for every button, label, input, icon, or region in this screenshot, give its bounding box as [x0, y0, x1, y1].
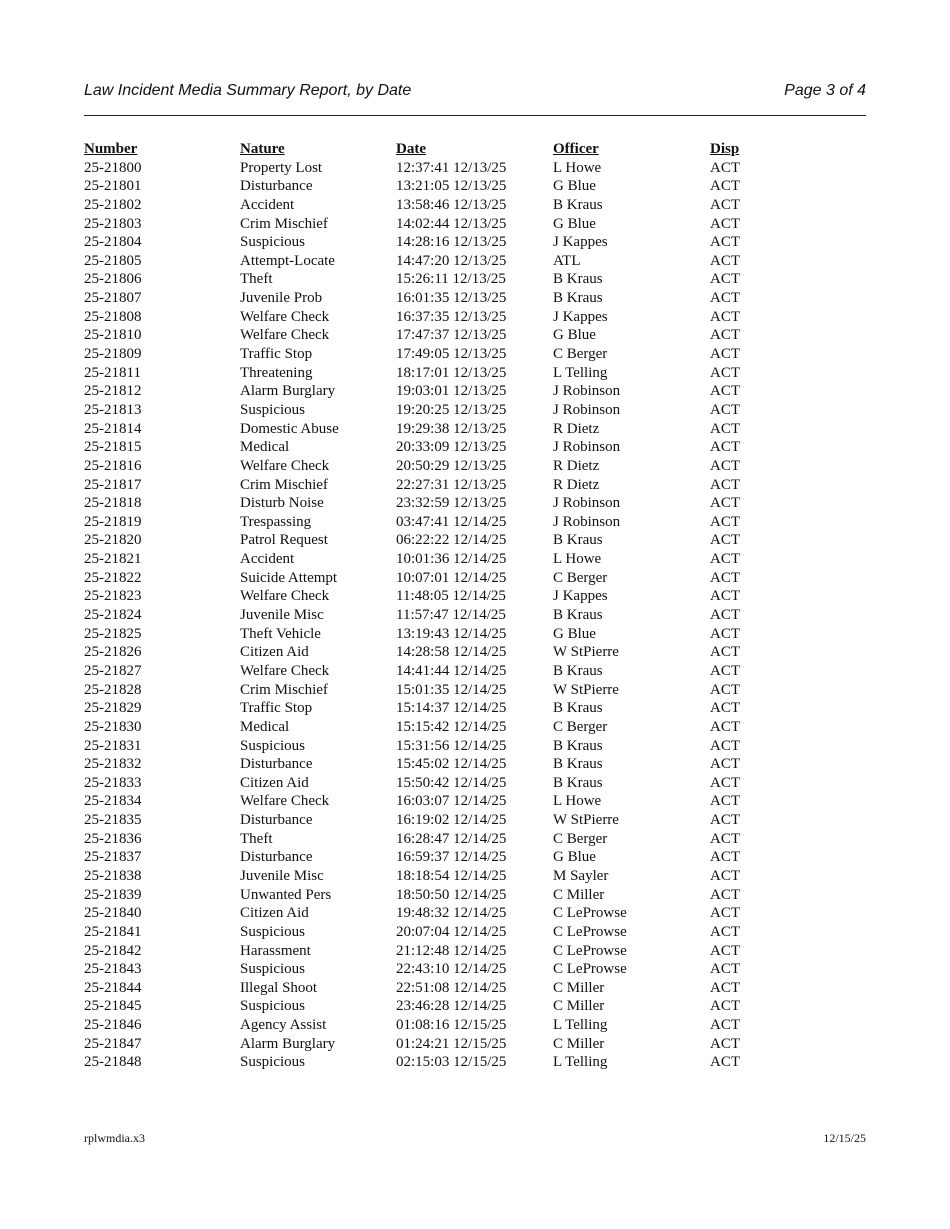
cell-disp: ACT [710, 812, 740, 829]
cell-date: 01:08:16 12/15/25 [396, 1017, 507, 1034]
cell-number: 25-21811 [84, 364, 141, 381]
cell-number: 25-21819 [84, 513, 142, 530]
cell-number: 25-21839 [84, 886, 142, 903]
cell-disp: ACT [710, 849, 740, 866]
cell-date: 15:15:42 12/14/25 [396, 718, 507, 735]
cell-disp: ACT [710, 774, 740, 791]
cell-officer: G Blue [553, 327, 596, 344]
cell-nature: Alarm Burglary [240, 1035, 336, 1052]
cell-date: 14:28:58 12/14/25 [396, 644, 507, 661]
cell-number: 25-21827 [84, 662, 142, 679]
cell-disp: ACT [710, 923, 740, 940]
header-divider [84, 115, 866, 116]
cell-date: 23:46:28 12/14/25 [396, 998, 507, 1015]
cell-officer: C Miller [553, 998, 605, 1015]
cell-officer: L Telling [553, 1017, 608, 1034]
cell-officer: C LeProwse [553, 961, 627, 978]
cell-officer: J Robinson [553, 513, 621, 530]
cell-officer: J Robinson [553, 383, 621, 400]
cell-disp: ACT [710, 662, 740, 679]
cell-date: 15:31:56 12/14/25 [396, 737, 507, 754]
cell-disp: ACT [710, 569, 740, 586]
cell-date: 19:03:01 12/13/25 [396, 383, 507, 400]
cell-number: 25-21822 [84, 569, 142, 586]
cell-number: 25-21818 [84, 495, 142, 512]
cell-nature: Welfare Check [240, 327, 330, 344]
cell-nature: Alarm Burglary [240, 383, 336, 400]
cell-nature: Disturbance [240, 756, 313, 773]
cell-date: 20:07:04 12/14/25 [396, 923, 507, 940]
cell-number: 25-21804 [84, 234, 142, 251]
cell-date: 14:41:44 12/14/25 [396, 662, 507, 679]
cell-disp: ACT [710, 756, 740, 773]
cell-number: 25-21816 [84, 457, 142, 474]
cell-disp: ACT [710, 290, 740, 307]
cell-date: 17:47:37 12/13/25 [396, 327, 507, 344]
cell-disp: ACT [710, 215, 740, 232]
cell-disp: ACT [710, 867, 740, 884]
cell-date: 18:50:50 12/14/25 [396, 886, 507, 903]
cell-nature: Disturb Noise [240, 495, 324, 512]
cell-number: 25-21846 [84, 1017, 142, 1034]
cell-nature: Unwanted Pers [240, 886, 332, 903]
cell-number: 25-21812 [84, 383, 142, 400]
cell-disp: ACT [710, 159, 740, 176]
cell-officer: B Kraus [553, 532, 603, 549]
cell-officer: J Robinson [553, 439, 621, 456]
cell-officer: R Dietz [553, 420, 600, 437]
cell-disp: ACT [710, 942, 740, 959]
cell-date: 18:17:01 12/13/25 [396, 364, 507, 381]
cell-date: 20:33:09 12/13/25 [396, 439, 507, 456]
cell-number: 25-21817 [84, 476, 142, 493]
cell-nature: Suspicious [240, 923, 306, 940]
cell-officer: C Berger [553, 718, 608, 735]
cell-number: 25-21807 [84, 290, 142, 307]
cell-officer: C Berger [553, 346, 608, 363]
cell-nature: Domestic Abuse [240, 420, 339, 437]
cell-date: 11:48:05 12/14/25 [396, 588, 506, 605]
cell-number: 25-21826 [84, 644, 142, 661]
cell-nature: Medical [240, 439, 290, 456]
column-header-nature: Nature [240, 141, 285, 157]
cell-date: 16:59:37 12/14/25 [396, 849, 507, 866]
cell-nature: Traffic Stop [240, 346, 313, 363]
cell-officer: ATL [553, 252, 581, 269]
cell-nature: Theft Vehicle [240, 625, 321, 642]
cell-number: 25-21815 [84, 439, 142, 456]
cell-date: 16:28:47 12/14/25 [396, 830, 507, 847]
cell-officer: B Kraus [553, 756, 603, 773]
cell-number: 25-21832 [84, 756, 142, 773]
cell-number: 25-21837 [84, 849, 142, 866]
cell-officer: C Berger [553, 830, 608, 847]
cell-disp: ACT [710, 830, 740, 847]
cell-number: 25-21847 [84, 1035, 142, 1052]
cell-officer: J Robinson [553, 401, 621, 418]
cell-nature: Threatening [240, 364, 313, 381]
cell-number: 25-21805 [84, 252, 142, 269]
footer-date: 12/15/25 [823, 1131, 866, 1145]
cell-disp: ACT [710, 327, 740, 344]
cell-date: 12:37:41 12/13/25 [396, 159, 507, 176]
cell-disp: ACT [710, 551, 740, 568]
cell-nature: Disturbance [240, 178, 313, 195]
cell-officer: J Kappes [553, 588, 608, 605]
cell-officer: L Howe [553, 551, 602, 568]
cell-number: 25-21801 [84, 178, 142, 195]
cell-disp: ACT [710, 364, 740, 381]
cell-number: 25-21828 [84, 681, 142, 698]
cell-nature: Suicide Attempt [240, 569, 338, 586]
cell-nature: Crim Mischief [240, 215, 328, 232]
cell-date: 06:22:22 12/14/25 [396, 532, 507, 549]
cell-nature: Welfare Check [240, 308, 330, 325]
cell-officer: L Howe [553, 159, 602, 176]
cell-date: 20:50:29 12/13/25 [396, 457, 507, 474]
cell-officer: W StPierre [553, 681, 619, 698]
cell-officer: C Miller [553, 886, 605, 903]
cell-nature: Suspicious [240, 234, 306, 251]
cell-number: 25-21836 [84, 830, 142, 847]
cell-disp: ACT [710, 196, 740, 213]
cell-nature: Welfare Check [240, 588, 330, 605]
cell-nature: Theft [240, 830, 273, 847]
cell-disp: ACT [710, 401, 740, 418]
cell-date: 19:48:32 12/14/25 [396, 905, 507, 922]
cell-officer: L Howe [553, 793, 602, 810]
cell-nature: Welfare Check [240, 457, 330, 474]
cell-officer: G Blue [553, 178, 596, 195]
cell-number: 25-21806 [84, 271, 142, 288]
cell-disp: ACT [710, 979, 740, 996]
cell-disp: ACT [710, 532, 740, 549]
cell-number: 25-21842 [84, 942, 142, 959]
cell-number: 25-21840 [84, 905, 142, 922]
cell-date: 16:03:07 12/14/25 [396, 793, 507, 810]
cell-nature: Traffic Stop [240, 700, 313, 717]
cell-date: 15:26:11 12/13/25 [396, 271, 506, 288]
cell-nature: Suspicious [240, 998, 306, 1015]
cell-number: 25-21800 [84, 159, 142, 176]
cell-date: 15:45:02 12/14/25 [396, 756, 507, 773]
cell-number: 25-21829 [84, 700, 142, 717]
cell-date: 15:50:42 12/14/25 [396, 774, 507, 791]
cell-disp: ACT [710, 625, 740, 642]
cell-nature: Citizen Aid [240, 774, 309, 791]
cell-number: 25-21844 [84, 979, 142, 996]
cell-date: 16:01:35 12/13/25 [396, 290, 507, 307]
column-header-number: Number [84, 141, 138, 157]
footer-report-code: rplwmdia.x3 [84, 1131, 145, 1145]
cell-officer: C Miller [553, 979, 605, 996]
cell-date: 19:29:38 12/13/25 [396, 420, 507, 437]
cell-disp: ACT [710, 737, 740, 754]
cell-number: 25-21821 [84, 551, 142, 568]
cell-disp: ACT [710, 998, 740, 1015]
cell-disp: ACT [710, 644, 740, 661]
cell-officer: G Blue [553, 849, 596, 866]
cell-officer: B Kraus [553, 290, 603, 307]
cell-date: 19:20:25 12/13/25 [396, 401, 507, 418]
cell-number: 25-21824 [84, 607, 142, 624]
cell-nature: Suspicious [240, 961, 306, 978]
cell-number: 25-21831 [84, 737, 142, 754]
cell-date: 16:37:35 12/13/25 [396, 308, 507, 325]
cell-disp: ACT [710, 308, 740, 325]
cell-number: 25-21809 [84, 346, 142, 363]
cell-disp: ACT [710, 271, 740, 288]
cell-disp: ACT [710, 1017, 740, 1034]
cell-number: 25-21833 [84, 774, 142, 791]
cell-officer: B Kraus [553, 737, 603, 754]
cell-nature: Agency Assist [240, 1017, 327, 1034]
cell-officer: C LeProwse [553, 942, 627, 959]
cell-date: 10:01:36 12/14/25 [396, 551, 507, 568]
cell-number: 25-21843 [84, 961, 142, 978]
cell-nature: Disturbance [240, 812, 313, 829]
cell-officer: G Blue [553, 215, 596, 232]
cell-disp: ACT [710, 457, 740, 474]
cell-date: 22:43:10 12/14/25 [396, 961, 507, 978]
cell-disp: ACT [710, 905, 740, 922]
cell-nature: Juvenile Prob [240, 290, 323, 307]
cell-date: 14:47:20 12/13/25 [396, 252, 507, 269]
cell-date: 13:19:43 12/14/25 [396, 625, 507, 642]
cell-nature: Attempt-Locate [240, 252, 335, 269]
cell-date: 11:57:47 12/14/25 [396, 607, 506, 624]
column-header-date: Date [396, 141, 426, 157]
cell-disp: ACT [710, 495, 740, 512]
cell-officer: B Kraus [553, 607, 603, 624]
cell-officer: C Berger [553, 569, 608, 586]
cell-number: 25-21838 [84, 867, 142, 884]
cell-number: 25-21834 [84, 793, 142, 810]
cell-date: 03:47:41 12/14/25 [396, 513, 507, 530]
cell-nature: Welfare Check [240, 662, 330, 679]
cell-officer: B Kraus [553, 662, 603, 679]
cell-nature: Illegal Shoot [240, 979, 318, 996]
cell-number: 25-21825 [84, 625, 142, 642]
cell-number: 25-21808 [84, 308, 142, 325]
cell-number: 25-21820 [84, 532, 142, 549]
cell-number: 25-21830 [84, 718, 142, 735]
cell-officer: R Dietz [553, 457, 600, 474]
page-number: Page 3 of 4 [784, 82, 866, 99]
cell-nature: Disturbance [240, 849, 313, 866]
cell-nature: Property Lost [240, 159, 323, 176]
cell-disp: ACT [710, 886, 740, 903]
cell-date: 13:58:46 12/13/25 [396, 196, 507, 213]
cell-date: 15:14:37 12/14/25 [396, 700, 507, 717]
cell-disp: ACT [710, 681, 740, 698]
cell-officer: B Kraus [553, 196, 603, 213]
cell-disp: ACT [710, 700, 740, 717]
cell-officer: C LeProwse [553, 923, 627, 940]
cell-number: 25-21835 [84, 812, 142, 829]
cell-number: 25-21810 [84, 327, 142, 344]
column-header-disp: Disp [710, 141, 740, 157]
cell-disp: ACT [710, 178, 740, 195]
cell-date: 14:02:44 12/13/25 [396, 215, 507, 232]
cell-disp: ACT [710, 607, 740, 624]
cell-number: 25-21814 [84, 420, 142, 437]
cell-nature: Suspicious [240, 1054, 306, 1071]
cell-number: 25-21813 [84, 401, 142, 418]
cell-disp: ACT [710, 588, 740, 605]
cell-number: 25-21802 [84, 196, 142, 213]
cell-disp: ACT [710, 420, 740, 437]
cell-disp: ACT [710, 476, 740, 493]
cell-nature: Trespassing [240, 513, 312, 530]
cell-number: 25-21841 [84, 923, 142, 940]
cell-nature: Harassment [240, 942, 311, 959]
cell-officer: M Sayler [553, 867, 609, 884]
cell-officer: J Kappes [553, 234, 608, 251]
cell-nature: Juvenile Misc [240, 867, 324, 884]
report-title: Law Incident Media Summary Report, by Date [84, 82, 412, 99]
cell-disp: ACT [710, 1035, 740, 1052]
cell-disp: ACT [710, 1054, 740, 1071]
column-header-officer: Officer [553, 141, 599, 157]
cell-nature: Suspicious [240, 737, 306, 754]
cell-number: 25-21848 [84, 1054, 142, 1071]
cell-date: 10:07:01 12/14/25 [396, 569, 507, 586]
cell-nature: Suspicious [240, 401, 306, 418]
cell-disp: ACT [710, 513, 740, 530]
cell-disp: ACT [710, 439, 740, 456]
cell-nature: Juvenile Misc [240, 607, 324, 624]
cell-officer: G Blue [553, 625, 596, 642]
cell-disp: ACT [710, 234, 740, 251]
cell-nature: Patrol Request [240, 532, 328, 549]
cell-officer: R Dietz [553, 476, 600, 493]
cell-number: 25-21845 [84, 998, 142, 1015]
cell-officer: B Kraus [553, 700, 603, 717]
cell-disp: ACT [710, 252, 740, 269]
cell-disp: ACT [710, 793, 740, 810]
cell-date: 21:12:48 12/14/25 [396, 942, 507, 959]
cell-date: 23:32:59 12/13/25 [396, 495, 507, 512]
cell-officer: C LeProwse [553, 905, 627, 922]
cell-officer: J Robinson [553, 495, 621, 512]
cell-date: 02:15:03 12/15/25 [396, 1054, 507, 1071]
cell-nature: Accident [240, 551, 295, 568]
cell-nature: Crim Mischief [240, 476, 328, 493]
cell-officer: C Miller [553, 1035, 605, 1052]
cell-date: 17:49:05 12/13/25 [396, 346, 507, 363]
cell-date: 22:51:08 12/14/25 [396, 979, 507, 996]
cell-date: 22:27:31 12/13/25 [396, 476, 507, 493]
cell-nature: Citizen Aid [240, 905, 309, 922]
cell-officer: L Telling [553, 364, 608, 381]
cell-nature: Crim Mischief [240, 681, 328, 698]
cell-disp: ACT [710, 718, 740, 735]
cell-date: 13:21:05 12/13/25 [396, 178, 507, 195]
cell-nature: Medical [240, 718, 290, 735]
cell-nature: Theft [240, 271, 273, 288]
cell-date: 01:24:21 12/15/25 [396, 1035, 507, 1052]
cell-officer: B Kraus [553, 271, 603, 288]
cell-officer: B Kraus [553, 774, 603, 791]
cell-date: 14:28:16 12/13/25 [396, 234, 507, 251]
cell-nature: Citizen Aid [240, 644, 309, 661]
cell-officer: J Kappes [553, 308, 608, 325]
cell-nature: Accident [240, 196, 295, 213]
cell-disp: ACT [710, 383, 740, 400]
cell-officer: W StPierre [553, 812, 619, 829]
cell-nature: Welfare Check [240, 793, 330, 810]
cell-disp: ACT [710, 961, 740, 978]
cell-date: 15:01:35 12/14/25 [396, 681, 507, 698]
cell-number: 25-21803 [84, 215, 142, 232]
cell-disp: ACT [710, 346, 740, 363]
cell-date: 18:18:54 12/14/25 [396, 867, 507, 884]
cell-officer: W StPierre [553, 644, 619, 661]
cell-officer: L Telling [553, 1054, 608, 1071]
cell-date: 16:19:02 12/14/25 [396, 812, 507, 829]
cell-number: 25-21823 [84, 588, 142, 605]
